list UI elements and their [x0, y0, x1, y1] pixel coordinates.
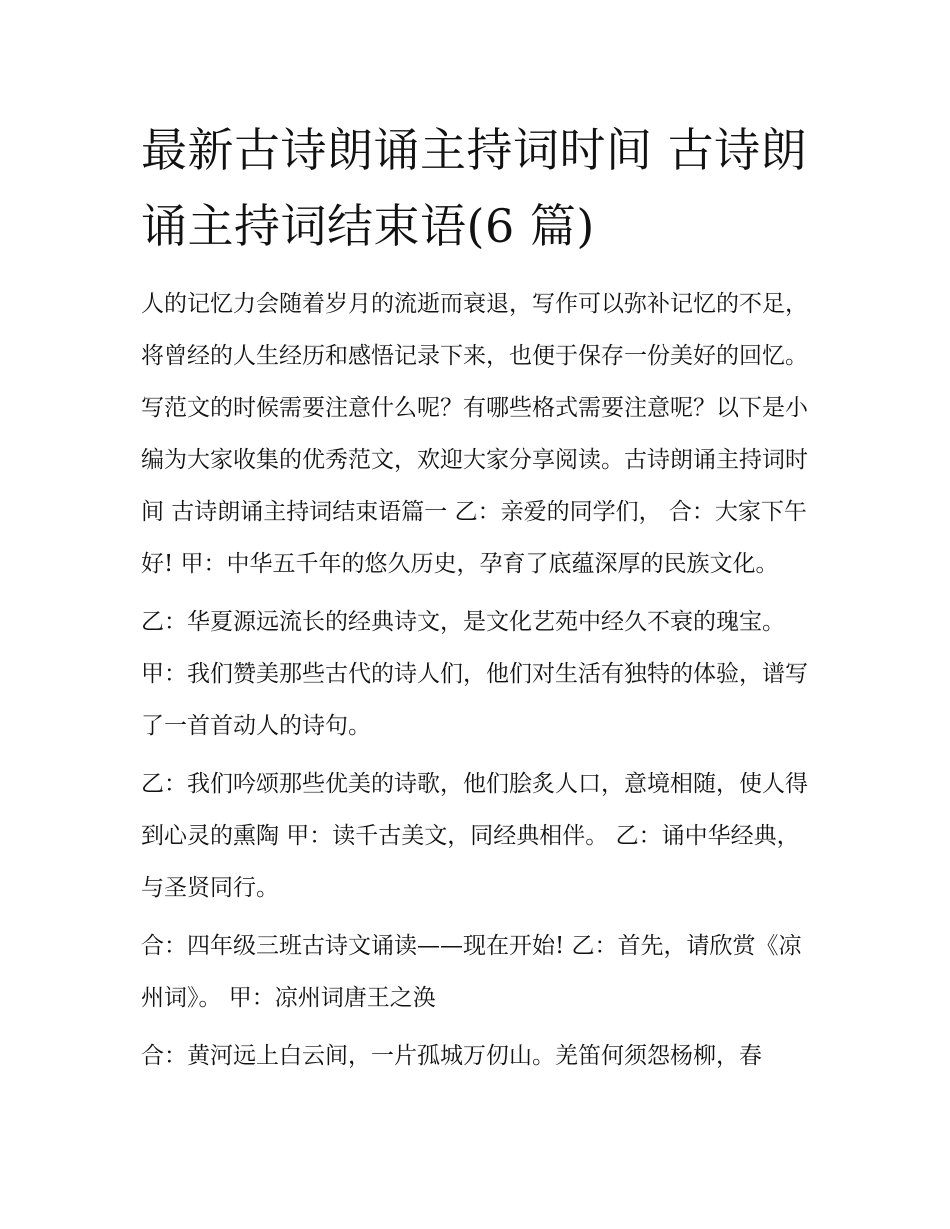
document-page: [141, 112, 816, 1088]
paragraph-dialogue-2: 乙：我们吟颂那些优美的诗歌，他们脍炙人口，意境相随，使人得到心灵的熏陶 甲：读千古美文，同经典相伴。 乙：诵中华经典，与圣贤同行。: [141, 771, 808, 901]
paragraph-intro: 人的记忆力会随着岁月的流逝而衰退，写作可以弥补记忆的不足，将曾经的人生经历和感悟记录下来，也便于保存一份美好的回忆。写范文的时候需要注意什么呢？有哪些格式需要注意呢？以下是小编为大家收集的优秀范文，欢迎大家分享阅读。古诗朗诵主持词时间 古诗朗诵主持词结束语篇一 乙：亲爱的同学们， 合：大家下午好! 甲：中华五千年的悠久历史，孕育了底蕴深厚的民族文化。: [141, 291, 808, 577]
document-body: [141, 278, 816, 1082]
paragraph-dialogue-3: 合：四年级三班古诗文诵读——现在开始! 乙：首先，请欣赏《凉州词》。 甲：凉州词唐王之涣: [141, 933, 802, 1011]
document-title: 最新古诗朗诵主持词时间 古诗朗诵主持词结束语(6 篇): [141, 123, 808, 253]
paragraph-poem: 合：黄河远上白云间，一片孤城万仞山。羌笛何须怨杨柳，春: [141, 1043, 762, 1069]
paragraph-dialogue-1: 乙：华夏源远流长的经典诗文，是文化艺苑中经久不衰的瑰宝。 甲：我们赞美那些古代的诗人们，他们对生活有独特的体验，谱写了一首首动人的诗句。: [141, 609, 808, 739]
